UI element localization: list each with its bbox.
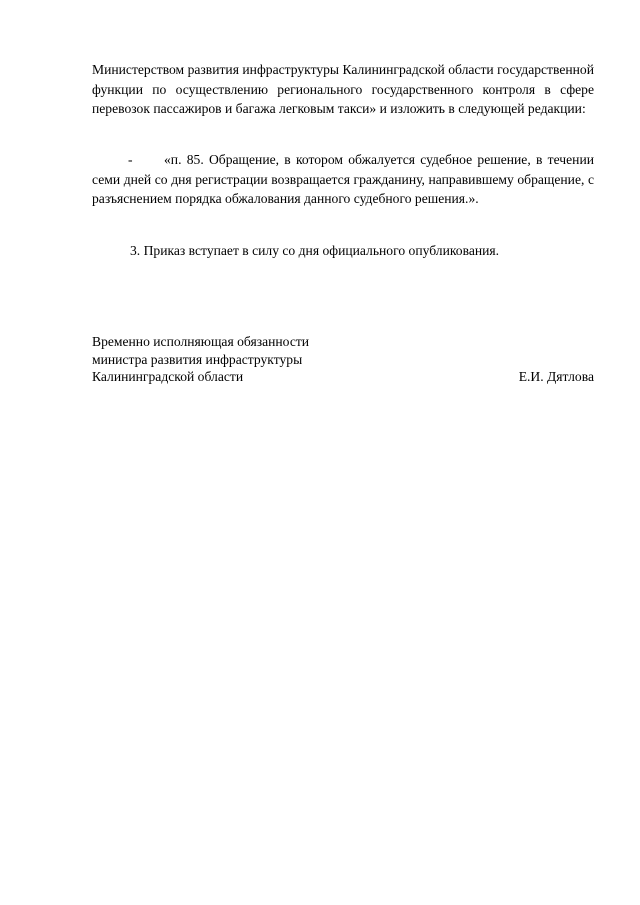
signature-position-line-2: министра развития инфраструктуры [92,351,303,367]
signature-position-line-1: Временно исполняющая обязанности [92,334,310,349]
signature-block [92,333,594,386]
list-dash: - [128,152,133,167]
quoted-item-text: «п. 85. Обращение, в котором обжалуется судебное решение, в течении семи дней со дня регистрации возвращается гражданину, направившему обращение, с разъяснением порядка обжалования данного судебного решения.». [92,152,594,207]
amendment-paragraph: Министерством развития инфраструктуры Калининградской области государственной функции по осуществлению регионального государственного контроля в сфере перевозок пассажиров и багажа легковым такси» и изложить в следующей редакции: [92,62,594,117]
order-paragraph: 3. Приказ вступает в силу со дня официального опубликования. [130,243,500,258]
signatory-name: Е.И. Дятлова [518,369,594,384]
signature-position-line-3: Калининградской области [92,369,244,384]
signature-last-line [92,368,594,386]
quoted-item-paragraph [92,150,594,209]
